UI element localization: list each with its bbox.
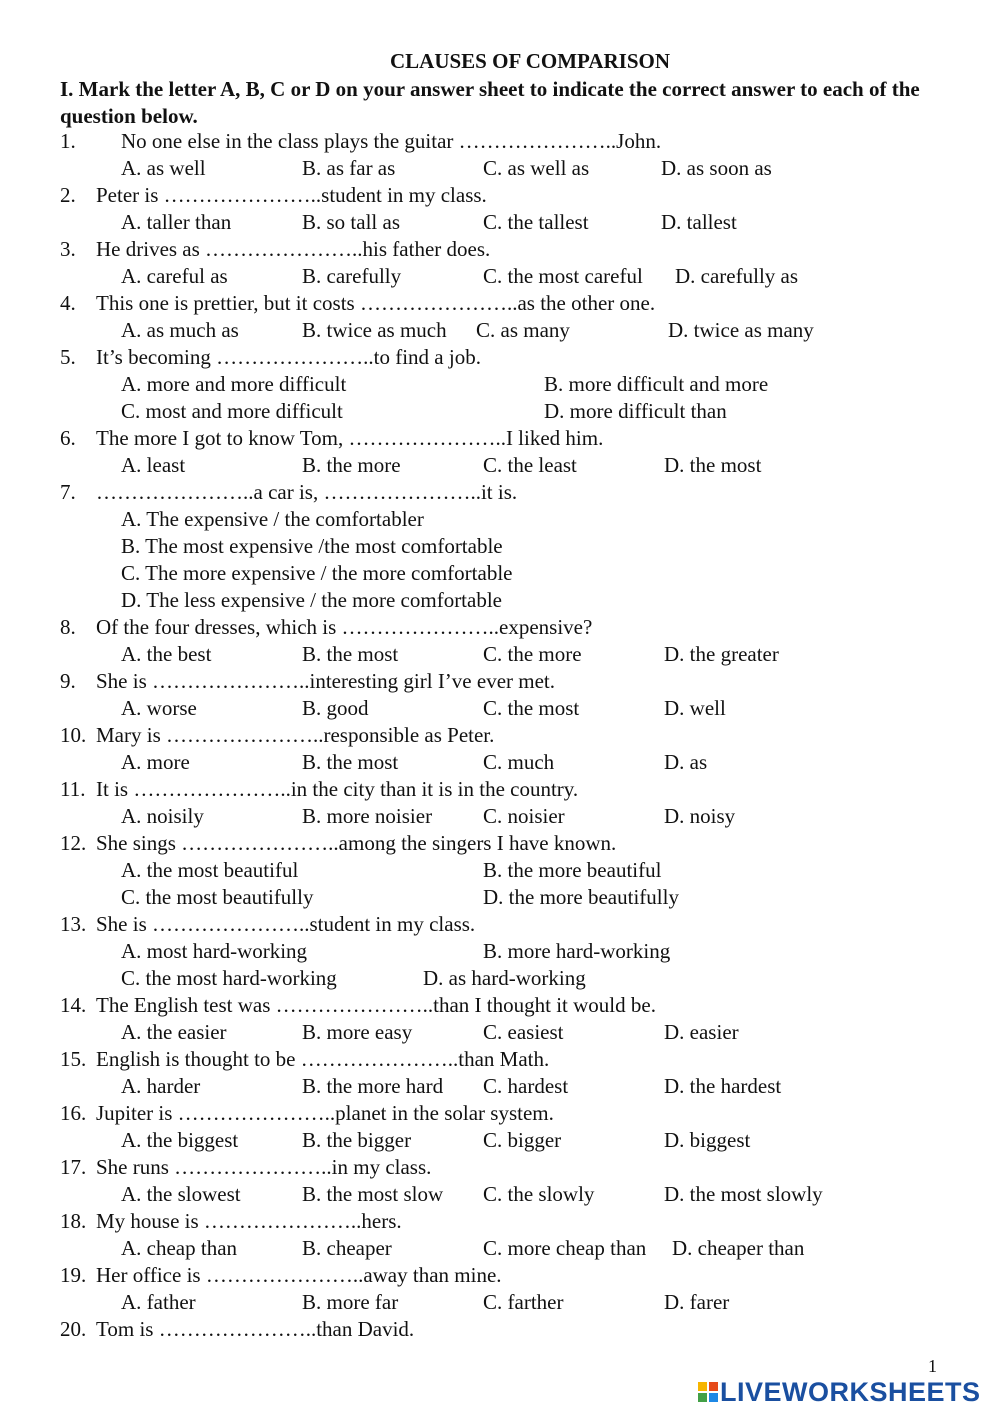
option-b[interactable]: B. the more	[302, 453, 401, 477]
options-row	[0, 965, 1000, 992]
instruction-text: I. Mark the letter A, B, C or D on your answer sheet to indicate the correct answer to each of the question below.	[60, 77, 920, 128]
options-row	[0, 155, 1000, 182]
options-row	[0, 209, 1000, 236]
page-title: CLAUSES OF COMPARISON	[389, 49, 671, 73]
option-a[interactable]: A. as well	[121, 156, 206, 180]
option-d[interactable]: D. the more beautifully	[483, 885, 679, 909]
option-c[interactable]: C. most and more difficult	[121, 399, 343, 423]
option-b[interactable]: B. more difficult and more	[544, 372, 769, 396]
option-b[interactable]: B. twice as much	[302, 318, 447, 342]
question-number: 12.	[60, 831, 87, 855]
options-row	[0, 884, 1000, 911]
question-number: 8.	[60, 615, 76, 639]
logo-square-1	[698, 1382, 707, 1391]
question-17	[0, 1154, 1000, 1181]
question-5	[0, 344, 1000, 371]
option-b[interactable]: B. as far as	[302, 156, 396, 180]
options-row	[0, 452, 1000, 479]
question-number: 3.	[60, 237, 76, 261]
question-text: He drives as …………………..his father does.	[96, 237, 491, 261]
option-c[interactable]: C. the tallest	[483, 210, 589, 234]
question-text: This one is prettier, but it costs …………………..as the other one.	[96, 291, 656, 315]
option-d[interactable]: D. as	[664, 750, 708, 774]
option-c[interactable]: C. as well as	[483, 156, 590, 180]
question-18	[0, 1208, 1000, 1235]
option-a[interactable]: A. the easier	[121, 1020, 227, 1044]
options-row	[0, 560, 1000, 587]
option-c[interactable]: C. The more expensive / the more comfortable	[121, 561, 513, 585]
question-text: She is …………………..interesting girl I’ve ever met.	[96, 669, 555, 693]
option-b[interactable]: B. the most slow	[302, 1182, 444, 1206]
question-number: 16.	[60, 1101, 87, 1125]
option-d[interactable]: D. farer	[664, 1290, 730, 1314]
question-text: The more I got to know Tom, …………………..I liked him.	[96, 426, 604, 450]
question-number: 19.	[60, 1263, 87, 1287]
question-text: …………………..a car is, …………………..it is.	[96, 480, 518, 504]
question-text: The English test was …………………..than I thought it would be.	[96, 993, 656, 1017]
option-b[interactable]: B. so tall as	[302, 210, 400, 234]
question-list	[0, 128, 1000, 1343]
question-number: 13.	[60, 912, 87, 936]
option-a[interactable]: A. more	[121, 750, 190, 774]
question-text: She runs …………………..in my class.	[96, 1155, 432, 1179]
question-19	[0, 1262, 1000, 1289]
options-row	[0, 749, 1000, 776]
option-a[interactable]: A. as much as	[121, 318, 239, 342]
question-number: 20.	[60, 1317, 87, 1341]
option-b[interactable]: B. more noisier	[302, 804, 433, 828]
option-b[interactable]: B. the most	[302, 750, 399, 774]
option-a[interactable]: A. noisily	[121, 804, 204, 828]
question-number: 18.	[60, 1209, 87, 1233]
option-d[interactable]: D. noisy	[664, 804, 736, 828]
options-row	[0, 263, 1000, 290]
options-row	[0, 1127, 1000, 1154]
option-d[interactable]: D. tallest	[661, 210, 737, 234]
question-text: It’s becoming …………………..to find a job.	[96, 345, 481, 369]
question-10	[0, 722, 1000, 749]
question-text: Mary is …………………..responsible as Peter.	[96, 723, 495, 747]
question-13	[0, 911, 1000, 938]
question-text: Peter is …………………..student in my class.	[96, 183, 487, 207]
options-row	[0, 1181, 1000, 1208]
question-16	[0, 1100, 1000, 1127]
question-number: 10.	[60, 723, 87, 747]
question-number: 1.	[60, 129, 76, 153]
question-text: Of the four dresses, which is …………………..expensive?	[96, 615, 593, 639]
option-a[interactable]: A. least	[121, 453, 186, 477]
option-a[interactable]: A. most hard-working	[121, 939, 308, 963]
question-8	[0, 614, 1000, 641]
options-row	[0, 506, 1000, 533]
option-a[interactable]: A. taller than	[121, 210, 232, 234]
options-row	[0, 317, 1000, 344]
question-number: 7.	[60, 480, 76, 504]
question-20	[0, 1316, 1000, 1343]
option-b[interactable]: B. the more beautiful	[483, 858, 662, 882]
options-row	[0, 371, 1000, 398]
question-number: 11.	[60, 777, 86, 801]
question-11	[0, 776, 1000, 803]
option-d[interactable]: D. the greater	[664, 642, 779, 666]
option-b[interactable]: B. good	[302, 696, 369, 720]
option-b[interactable]: B. cheaper	[302, 1236, 392, 1260]
question-3	[0, 236, 1000, 263]
options-row	[0, 398, 1000, 425]
option-a[interactable]: A. careful as	[121, 264, 228, 288]
option-d[interactable]: D. twice as many	[668, 318, 814, 342]
option-a[interactable]: A. the most beautiful	[121, 858, 299, 882]
option-a[interactable]: A. worse	[121, 696, 197, 720]
option-b[interactable]: B. carefully	[302, 264, 402, 288]
option-b[interactable]: B. the most	[302, 642, 399, 666]
question-number: 14.	[60, 993, 87, 1017]
option-a[interactable]: A. harder	[121, 1074, 201, 1098]
option-d[interactable]: D. more difficult than	[544, 399, 727, 423]
question-14	[0, 992, 1000, 1019]
option-d[interactable]: D. biggest	[664, 1128, 751, 1152]
option-d[interactable]: D. cheaper than	[672, 1236, 805, 1260]
option-d[interactable]: D. as soon as	[661, 156, 772, 180]
option-a[interactable]: A. The expensive / the comfortabler	[121, 507, 424, 531]
option-a[interactable]: A. more and more difficult	[121, 372, 347, 396]
option-b[interactable]: B. more far	[302, 1290, 399, 1314]
question-text: Jupiter is …………………..planet in the solar system.	[96, 1101, 554, 1125]
options-row	[0, 695, 1000, 722]
question-text: Her office is …………………..away than mine.	[96, 1263, 502, 1287]
logo-square-3	[698, 1393, 707, 1402]
options-row	[0, 1019, 1000, 1046]
option-b[interactable]: B. the bigger	[302, 1128, 412, 1152]
question-text: English is thought to be …………………..than Math.	[96, 1047, 550, 1071]
option-c[interactable]: C. more cheap than	[483, 1236, 647, 1260]
question-number: 4.	[60, 291, 76, 315]
question-text: It is …………………..in the city than it is in the country.	[96, 777, 579, 801]
question-4	[0, 290, 1000, 317]
option-d[interactable]: D. the most	[664, 453, 762, 477]
question-15	[0, 1046, 1000, 1073]
question-2	[0, 182, 1000, 209]
option-d[interactable]: D. easier	[664, 1020, 739, 1044]
option-c[interactable]: C. bigger	[483, 1128, 562, 1152]
option-c[interactable]: C. noisier	[483, 804, 565, 828]
options-row	[0, 857, 1000, 884]
question-text: She sings …………………..among the singers I have known.	[96, 831, 617, 855]
option-d[interactable]: D. The less expensive / the more comfortable	[121, 588, 502, 612]
options-row	[0, 1235, 1000, 1262]
option-b[interactable]: B. more hard-working	[483, 939, 671, 963]
option-a[interactable]: A. cheap than	[121, 1236, 238, 1260]
option-c[interactable]: C. the most	[483, 696, 580, 720]
options-row	[0, 641, 1000, 668]
question-12	[0, 830, 1000, 857]
liveworksheets-logo-icon	[698, 1382, 718, 1402]
option-b[interactable]: B. The most expensive /the most comfortable	[121, 534, 503, 558]
option-b[interactable]: B. the more hard	[302, 1074, 444, 1098]
question-number: 6.	[60, 426, 76, 450]
option-c[interactable]: C. the most hard-working	[121, 966, 337, 990]
page-number: 1	[928, 1356, 937, 1376]
option-c[interactable]: C. hardest	[483, 1074, 569, 1098]
question-number: 17.	[60, 1155, 87, 1179]
question-number: 15.	[60, 1047, 87, 1071]
option-a[interactable]: A. the biggest	[121, 1128, 239, 1152]
options-row	[0, 938, 1000, 965]
question-text: My house is …………………..hers.	[96, 1209, 402, 1233]
option-d[interactable]: D. carefully as	[675, 264, 799, 288]
option-d[interactable]: D. well	[664, 696, 726, 720]
question-number: 2.	[60, 183, 76, 207]
option-c[interactable]: C. easiest	[483, 1020, 564, 1044]
option-c[interactable]: C. as many	[476, 318, 570, 342]
options-row	[0, 533, 1000, 560]
question-text: Tom is …………………..than David.	[96, 1317, 415, 1341]
question-text: No one else in the class plays the guitar …………………..John.	[121, 129, 662, 153]
options-row	[0, 587, 1000, 614]
options-row	[0, 1289, 1000, 1316]
question-7	[0, 479, 1000, 506]
option-c[interactable]: C. the least	[483, 453, 577, 477]
option-c[interactable]: C. the most careful	[483, 264, 643, 288]
question-number: 5.	[60, 345, 76, 369]
option-c[interactable]: C. the slowly	[483, 1182, 595, 1206]
question-6	[0, 425, 1000, 452]
option-a[interactable]: A. father	[121, 1290, 196, 1314]
liveworksheets-logo[interactable]	[698, 1378, 981, 1406]
option-d[interactable]: D. the most slowly	[664, 1182, 823, 1206]
options-row	[0, 803, 1000, 830]
options-row	[0, 1073, 1000, 1100]
logo-square-2	[709, 1382, 718, 1391]
question-text: She is …………………..student in my class.	[96, 912, 476, 936]
option-d[interactable]: D. the hardest	[664, 1074, 782, 1098]
logo-text: LIVEWORKSHEETS	[720, 1377, 981, 1407]
question-1	[0, 128, 1000, 155]
option-c[interactable]: C. the most beautifully	[121, 885, 314, 909]
logo-square-4	[709, 1393, 718, 1402]
question-number: 9.	[60, 669, 76, 693]
option-c[interactable]: C. much	[483, 750, 555, 774]
option-c[interactable]: C. farther	[483, 1290, 564, 1314]
option-b[interactable]: B. more easy	[302, 1020, 413, 1044]
question-9	[0, 668, 1000, 695]
option-a[interactable]: A. the best	[121, 642, 212, 666]
option-a[interactable]: A. the slowest	[121, 1182, 241, 1206]
option-c[interactable]: C. the more	[483, 642, 582, 666]
option-d[interactable]: D. as hard-working	[423, 966, 586, 990]
